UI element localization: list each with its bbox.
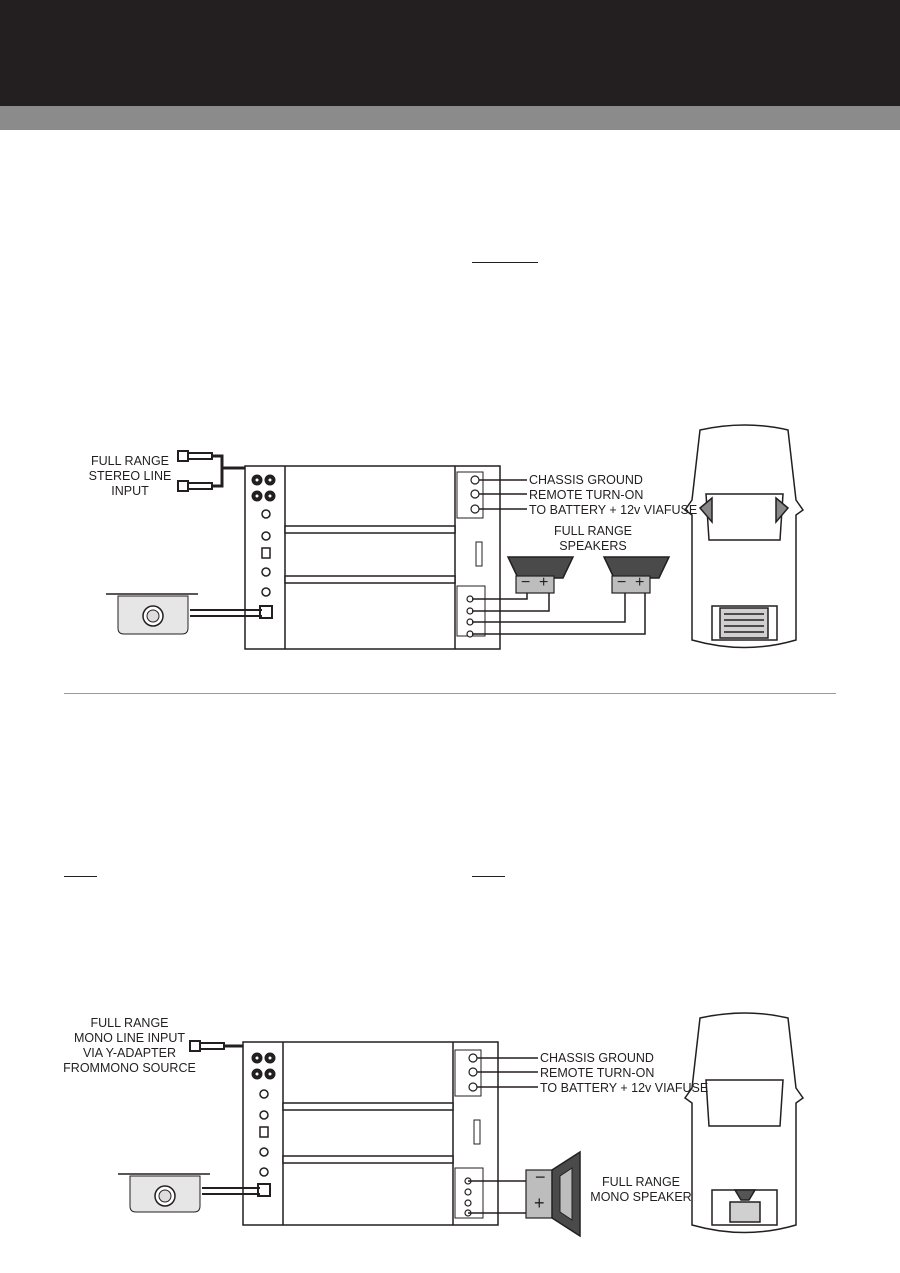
chassis-ground-label: CHASSIS GROUND <box>540 1051 654 1065</box>
speakers-label: FULL RANGE SPEAKERS <box>553 524 633 553</box>
chassis-ground-label: CHASSIS GROUND <box>529 473 643 487</box>
car-top-view-icon <box>685 1013 803 1233</box>
remote-turn-on-label: REMOTE TURN-ON <box>540 1066 655 1080</box>
mono-speaker-label: FULL RANGE MONO SPEAKER <box>590 1175 692 1204</box>
minus-sign: − <box>617 574 627 591</box>
bass-remote-knob <box>118 1174 260 1212</box>
input-label: FULL RANGE MONO LINE INPUT VIA Y-ADAPTER FROMMONO SOURCE <box>63 1016 196 1075</box>
remote-turn-on-label: REMOTE TURN-ON <box>529 488 644 502</box>
battery-label: TO BATTERY + 12v VIAFUSE <box>540 1081 709 1095</box>
input-label: FULL RANGE STEREO LINE INPUT <box>88 454 172 498</box>
minus-sign: − <box>521 574 531 591</box>
amplifier <box>243 1042 498 1225</box>
plus-sign: + <box>534 1193 545 1213</box>
battery-label: TO BATTERY + 12v VIAFUSE <box>529 503 698 517</box>
plus-sign: + <box>635 574 645 591</box>
minus-sign: − <box>535 1167 546 1187</box>
plus-sign: + <box>539 574 549 591</box>
